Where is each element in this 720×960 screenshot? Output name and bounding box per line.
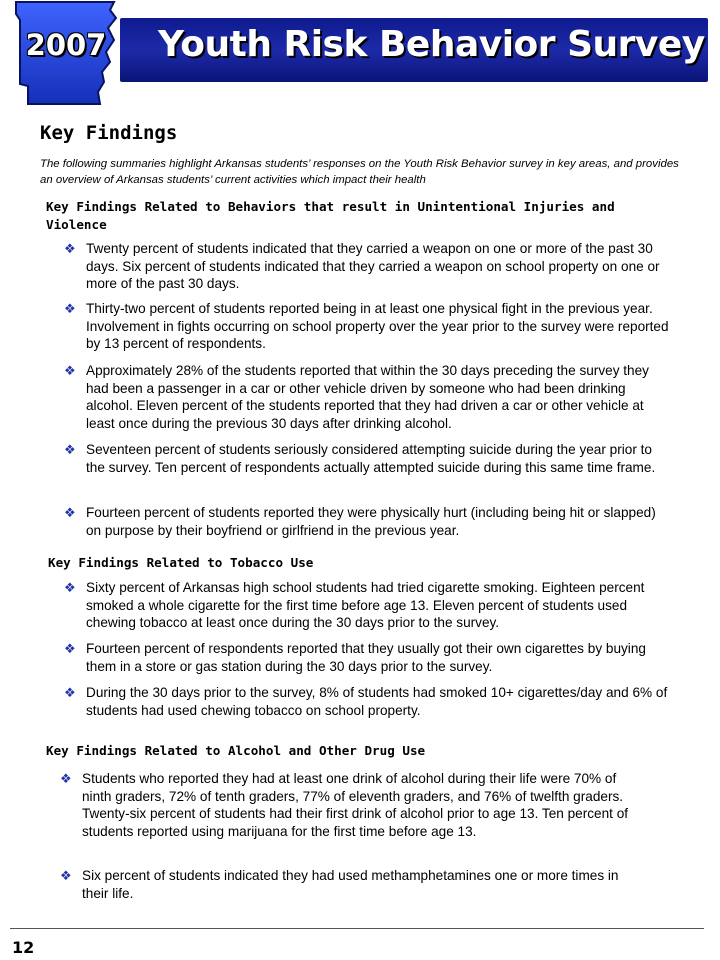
list-item (64, 240, 676, 293)
list-item (64, 684, 676, 719)
list-item (64, 362, 664, 432)
diamond-bullet-icon: ❖ (64, 641, 76, 656)
list-item (60, 770, 646, 840)
list-item (64, 300, 680, 353)
section-heading-injuries-violence: Key Findings Related to Behaviors that result in Unintentional Injuries and Violence (46, 199, 615, 232)
list-item-text: Fourteen percent of respondents reported that they usually got their own cigarettes by buying them in a store or gas station during the 30 days prior to the survey. (86, 641, 646, 674)
diamond-bullet-icon: ❖ (64, 580, 76, 595)
list-item-text: During the 30 days prior to the survey, 8% of students had smoked 10+ cigarettes/day and 6% of students had used chewing tobacco on school property. (86, 685, 668, 718)
list-item (64, 504, 660, 539)
list-item (60, 867, 622, 902)
diamond-bullet-icon: ❖ (64, 442, 76, 457)
footer-divider (10, 928, 704, 929)
list-item-text: Approximately 28% of the students reported that within the 30 days preceding the survey they had been a passenger in a car or other vehicle driven by someone who had been drinking alcohol. Eleven percent of the students reported that they had driven a car or other vehicle at least once during the previous 30 days after drinking alcohol. (86, 363, 649, 431)
diamond-bullet-icon: ❖ (60, 771, 72, 786)
diamond-bullet-icon: ❖ (60, 868, 72, 883)
diamond-bullet-icon: ❖ (64, 301, 76, 316)
page-number: 12 (12, 938, 35, 957)
diamond-bullet-icon: ❖ (64, 241, 76, 256)
list-item (64, 579, 662, 632)
list-item-text: Fourteen percent of students reported they were physically hurt (including being hit or slapped) on purpose by their boyfriend or girlfriend in the previous year. (86, 505, 656, 538)
page-title: Youth Risk Behavior Survey (158, 24, 705, 65)
list-item-text: Sixty percent of Arkansas high school students had tried cigarette smoking. Eighteen percent smoked a whole cigarette for the first time before age 13. Eleven percent of students used chewing tobacco at least once during the 30 days prior to the survey. (86, 580, 645, 630)
key-findings-heading: Key Findings (40, 122, 178, 144)
section-heading-tobacco: Key Findings Related to Tobacco Use (48, 555, 314, 570)
list-item (64, 640, 666, 675)
list-item-text: Seventeen percent of students seriously considered attempting suicide during the year prior to the survey. Ten percent of respondents actually attempted suicide during this same time frame. (86, 442, 656, 475)
key-findings-intro: The following summaries highlight Arkansas students’ responses on the Youth Risk Behavior survey in key areas, and provides an overview of Arkansas students’ current activities which impact their health (40, 158, 679, 186)
survey-year: 2007 (25, 28, 107, 62)
list-item-text: Thirty-two percent of students reported being in at least one physical fight in the previous year. Involvement in fights occurring on school property over the year prior to the survey were reported by 13 percent of respondents. (86, 301, 669, 351)
diamond-bullet-icon: ❖ (64, 363, 76, 378)
diamond-bullet-icon: ❖ (64, 685, 76, 700)
section-heading-alcohol-drugs: Key Findings Related to Alcohol and Other Drug Use (46, 743, 426, 758)
diamond-bullet-icon: ❖ (64, 505, 76, 520)
list-item (64, 441, 656, 476)
page-header (0, 0, 720, 110)
list-item-text: Twenty percent of students indicated that they carried a weapon on one or more of the past 30 days. Six percent of students indicated that they carried a weapon on school property on one or more of the past 30 days. (86, 241, 660, 291)
list-item-text: Students who reported they had at least one drink of alcohol during their life were 70% of ninth graders, 72% of tenth graders, 77% of eleventh graders, and 76% of twelfth graders. Twenty-six percent of students had their first drink of alcohol prior to age 13. Ten percent of students reported using marijuana for the first time before age 13. (82, 771, 629, 839)
list-item-text: Six percent of students indicated they had used methamphetamines one or more times in their life. (82, 868, 619, 901)
